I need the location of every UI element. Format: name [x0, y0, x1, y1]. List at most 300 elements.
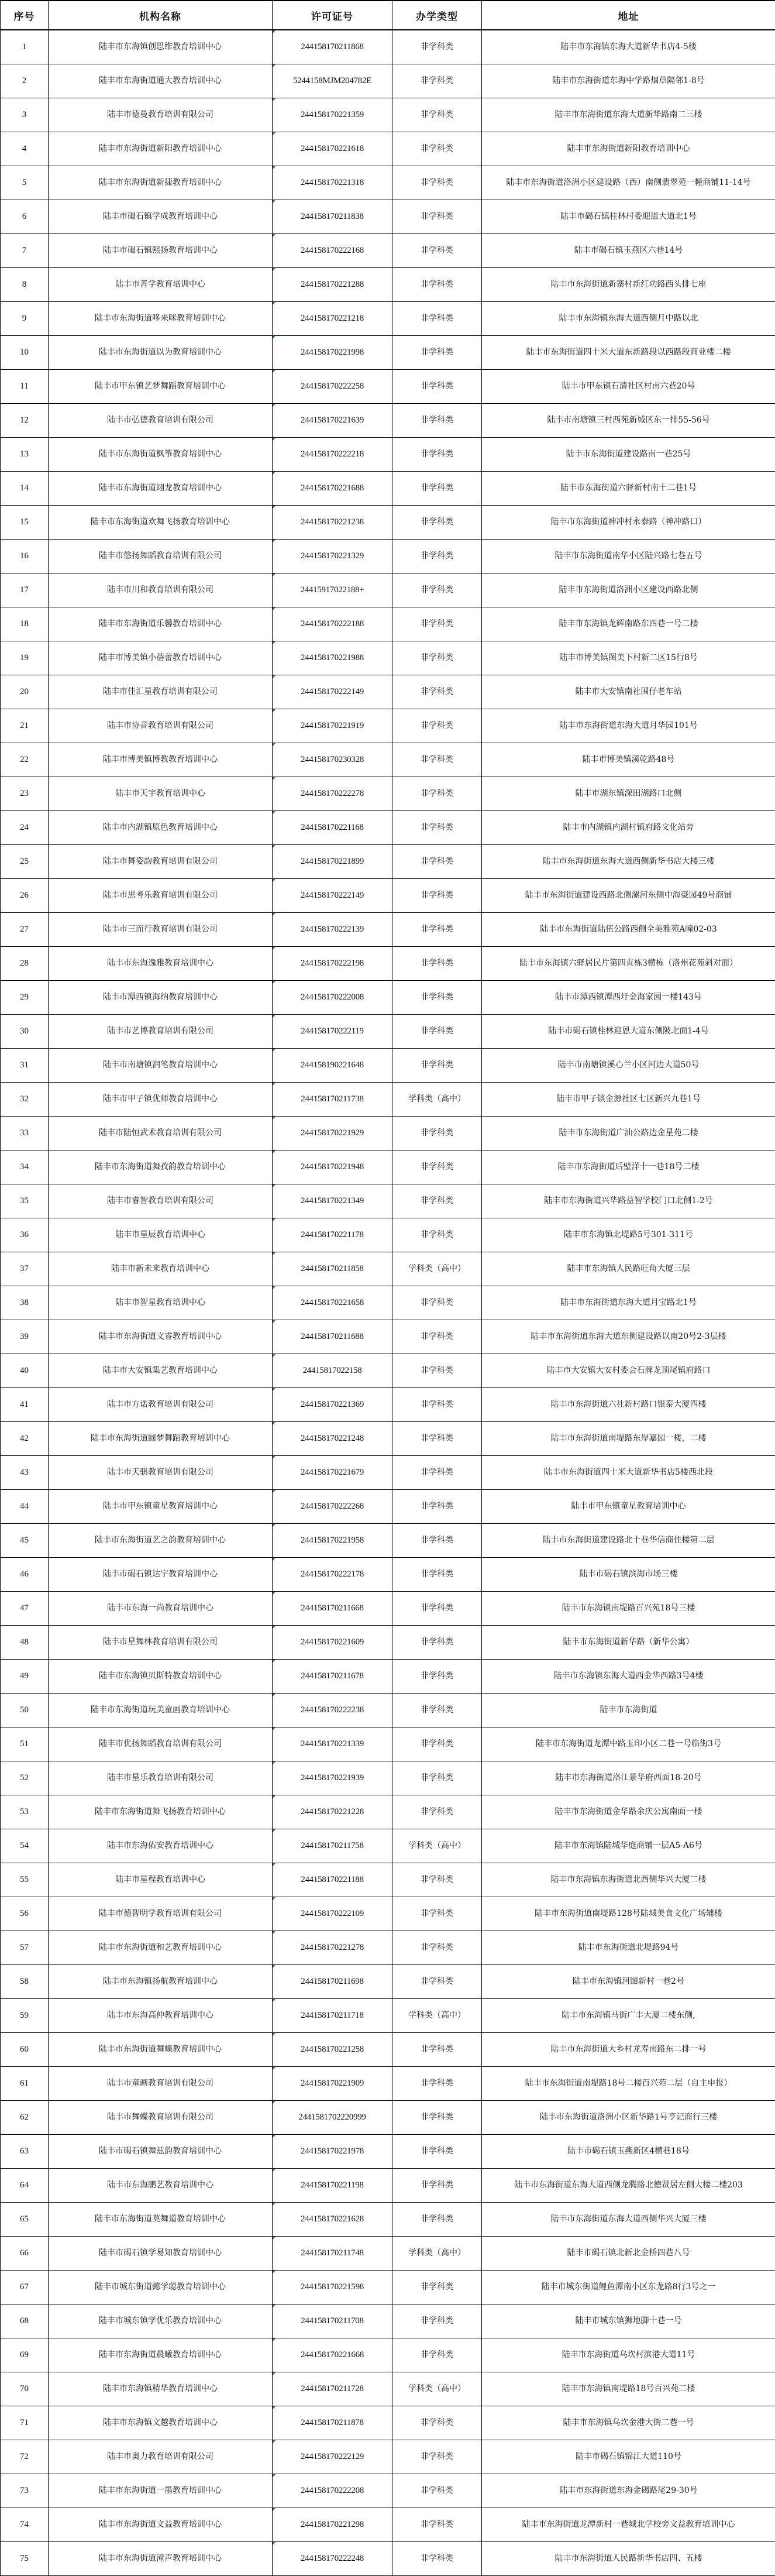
cell-license	[273, 675, 392, 709]
table-row	[1, 1727, 775, 1761]
table-row	[1, 403, 775, 437]
cell-no: 3	[1, 98, 49, 132]
table-row	[1, 2236, 775, 2270]
license-text: 244158170222278	[301, 789, 364, 798]
cell-no: 18	[1, 607, 49, 641]
license-text: 244158170221628	[301, 2214, 364, 2224]
cell-name: 陆丰市碣石镇熙扬教育培训中心	[49, 233, 273, 267]
cell-no: 29	[1, 980, 49, 1014]
table-row	[1, 2202, 775, 2236]
cell-address: 陆丰市东海街道神冲村永泰路（神冲路口）	[482, 505, 775, 539]
cell-address: 陆丰市湖东镇深田湖路口北侧	[482, 777, 775, 810]
cell-address: 陆丰市东海街道六社新村路口银泰大厦四楼	[482, 1387, 775, 1421]
cell-type: 非学科类	[392, 267, 482, 301]
cell-no: 39	[1, 1320, 49, 1354]
cell-license	[273, 1387, 392, 1421]
cell-name: 陆丰市思考乐教育培训有限公司	[49, 878, 273, 912]
cell-address: 陆丰市东海街道乌坎村滨港大道11号	[482, 2338, 775, 2372]
cell-license	[273, 1014, 392, 1048]
license-text: 244158170221228	[301, 1807, 364, 1816]
cell-name: 陆丰市协音教育培训有限公司	[49, 709, 273, 743]
cell-no: 1	[1, 30, 49, 64]
cell-type: 非学科类	[392, 1116, 482, 1150]
cell-no: 10	[1, 335, 49, 369]
cell-license	[273, 1286, 392, 1320]
cell-license	[273, 878, 392, 912]
cell-license	[273, 1591, 392, 1625]
cell-type: 非学科类	[392, 1455, 482, 1489]
cell-name: 陆丰市东海街道晨曦教育培训中心	[49, 2338, 273, 2372]
cell-error-indicator-icon	[273, 2304, 275, 2307]
cell-error-indicator-icon	[273, 370, 275, 373]
cell-type: 非学科类	[392, 573, 482, 607]
cell-name: 陆丰市东海高仲教育培训中心	[49, 1998, 273, 2032]
table-header	[1, 1, 775, 30]
cell-no: 32	[1, 1082, 49, 1116]
cell-error-indicator-icon	[273, 234, 275, 237]
table-row	[1, 2066, 775, 2100]
cell-license	[273, 2474, 392, 2508]
cell-license	[273, 946, 392, 980]
cell-type: 非学科类	[392, 1354, 482, 1387]
cell-type: 非学科类	[392, 2304, 482, 2338]
license-text: 244158170222168	[301, 246, 364, 255]
cell-error-indicator-icon	[273, 30, 275, 33]
cell-name: 陆丰市优扬舞蹈教育培训有限公司	[49, 1727, 273, 1761]
cell-no: 50	[1, 1693, 49, 1727]
table-row	[1, 1557, 775, 1591]
cell-error-indicator-icon	[273, 2067, 275, 2070]
cell-no: 27	[1, 912, 49, 946]
cell-no: 61	[1, 2066, 49, 2100]
cell-no: 69	[1, 2338, 49, 2372]
cell-license	[273, 1659, 392, 1693]
cell-license	[273, 1693, 392, 1727]
table-row	[1, 1931, 775, 1964]
cell-type: 非学科类	[392, 132, 482, 166]
cell-name: 陆丰市东海鹏艺教育培训中心	[49, 2168, 273, 2202]
cell-license	[273, 1727, 392, 1761]
cell-address: 陆丰市碣石镇玉燕区六巷14号	[482, 233, 775, 267]
table-row	[1, 369, 775, 403]
table-row	[1, 980, 775, 1014]
cell-address: 陆丰市东海街道兴华路益智学校门口北侧1-2号	[482, 1184, 775, 1218]
cell-name: 陆丰市川和教育培训有限公司	[49, 573, 273, 607]
cell-no: 22	[1, 743, 49, 777]
table-row	[1, 267, 775, 301]
table-row	[1, 2541, 775, 2575]
cell-error-indicator-icon	[273, 1117, 275, 1119]
license-text: 244158170221248	[301, 1434, 364, 1443]
cell-error-indicator-icon	[273, 2271, 275, 2273]
cell-name: 陆丰市东海街道以为教育培训中心	[49, 335, 273, 369]
cell-address: 陆丰市东海街道金华路余庆公寓南面一楼	[482, 1795, 775, 1829]
cell-license	[273, 132, 392, 166]
cell-no: 37	[1, 1252, 49, 1286]
cell-name: 陆丰市童画教育培训有限公司	[49, 2066, 273, 2100]
cell-name: 陆丰市奥力教育培训有限公司	[49, 2440, 273, 2474]
cell-name: 陆丰市大安镇集艺教育培训中心	[49, 1354, 273, 1387]
license-text: 244158170222218	[301, 449, 364, 459]
cell-type: 非学科类	[392, 1625, 482, 1659]
cell-type: 非学科类	[392, 2168, 482, 2202]
table-row	[1, 30, 775, 64]
license-text: 244158170222248	[301, 2554, 364, 2563]
cell-error-indicator-icon	[273, 1015, 275, 1018]
cell-name: 陆丰市艺博教育培训有限公司	[49, 1014, 273, 1048]
cell-address: 陆丰市东海街道人民路新华书店四、五楼	[482, 2541, 775, 2575]
cell-error-indicator-icon	[273, 1965, 275, 1968]
cell-name: 陆丰市东海街道一墨教育培训中心	[49, 2474, 273, 2508]
cell-type: 非学科类	[392, 2202, 482, 2236]
table-row	[1, 1964, 775, 1998]
table-row	[1, 1184, 775, 1218]
cell-type: 非学科类	[392, 709, 482, 743]
license-text: 244158170222198	[301, 959, 364, 968]
cell-name: 陆丰市甲东镇童星教育培训中心	[49, 1489, 273, 1523]
cell-license	[273, 2100, 392, 2134]
cell-no: 57	[1, 1931, 49, 1964]
header-row	[1, 1, 775, 30]
cell-name: 陆丰市东海街道圆梦舞蹈教育培训中心	[49, 1421, 273, 1455]
license-text: 244158170221349	[301, 1196, 364, 1205]
table-row	[1, 2406, 775, 2440]
cell-license	[273, 980, 392, 1014]
cell-license	[273, 2372, 392, 2406]
license-text: 244158170221258	[301, 2045, 364, 2054]
cell-name: 陆丰市东海一尚教育培训中心	[49, 1591, 273, 1625]
cell-type: 非学科类	[392, 2508, 482, 2541]
license-text: 244158170211738	[301, 1094, 363, 1104]
table-row	[1, 2440, 775, 2474]
license-text: 244158170221919	[301, 721, 364, 730]
cell-no: 15	[1, 505, 49, 539]
cell-no: 45	[1, 1523, 49, 1557]
cell-address: 陆丰市甲东镇石清社区村南六巷20号	[482, 369, 775, 403]
cell-error-indicator-icon	[273, 845, 275, 848]
header-no: 序号	[1, 1, 49, 30]
cell-address: 陆丰市东海镇乌坎金港大街二巷一号	[482, 2406, 775, 2440]
cell-no: 60	[1, 2032, 49, 2066]
license-text: 244158170221688	[301, 483, 364, 493]
cell-type: 非学科类	[392, 1897, 482, 1931]
cell-address: 陆丰市东海街道龙潭中路玉印小区二巷一号临街3号	[482, 1727, 775, 1761]
cell-type: 非学科类	[392, 1964, 482, 1998]
license-text: 244158170221609	[301, 1637, 364, 1647]
cell-license	[273, 2236, 392, 2270]
cell-license	[273, 2406, 392, 2440]
cell-error-indicator-icon	[273, 1626, 275, 1629]
cell-license	[273, 2270, 392, 2304]
cell-type: 非学科类	[392, 1184, 482, 1218]
license-text: 244158170221639	[301, 415, 364, 425]
cell-type: 非学科类	[392, 2541, 482, 2575]
cell-license	[273, 1218, 392, 1252]
table-row	[1, 539, 775, 573]
cell-no: 36	[1, 1218, 49, 1252]
cell-type: 非学科类	[392, 2032, 482, 2066]
license-text: 244158170211698	[301, 1977, 363, 1986]
cell-no: 51	[1, 1727, 49, 1761]
cell-address: 陆丰市东海镇南堤路百兴苑18号三楼	[482, 1591, 775, 1625]
cell-no: 11	[1, 369, 49, 403]
cell-license	[273, 1523, 392, 1557]
cell-license	[273, 1150, 392, 1184]
table-row	[1, 2100, 775, 2134]
cell-type: 学科类（高中）	[392, 1998, 482, 2032]
cell-no: 42	[1, 1421, 49, 1455]
cell-name: 陆丰市东海镇文越教育培训中心	[49, 2406, 273, 2440]
cell-error-indicator-icon	[273, 2338, 275, 2341]
cell-type: 非学科类	[392, 912, 482, 946]
cell-license	[273, 1625, 392, 1659]
cell-license	[273, 2066, 392, 2100]
cell-license	[273, 1829, 392, 1863]
cell-address: 陆丰市东海街道四十米大道东新路段以西路段商业楼二楼	[482, 335, 775, 369]
cell-license	[273, 607, 392, 641]
cell-address: 陆丰市东海街道洛江景华府西面18-20号	[482, 1761, 775, 1795]
table-row	[1, 912, 775, 946]
cell-name: 陆丰市东海街道哆来咪教育培训中心	[49, 301, 273, 335]
cell-error-indicator-icon	[273, 1761, 275, 1764]
cell-name: 陆丰市东海逸雅教育培训中心	[49, 946, 273, 980]
cell-type: 学科类（高中）	[392, 1829, 482, 1863]
cell-error-indicator-icon	[273, 2203, 275, 2206]
cell-name: 陆丰市东海镇精华教育培训中心	[49, 2372, 273, 2406]
cell-type: 非学科类	[392, 1659, 482, 1693]
license-text: 244158170221948	[301, 1162, 364, 1172]
cell-error-indicator-icon	[273, 336, 275, 339]
cell-name: 陆丰市方诺教育培训有限公司	[49, 1387, 273, 1421]
cell-address: 陆丰市甲东镇童星教育培训中心	[482, 1489, 775, 1523]
cell-name: 陆丰市甲东镇艺梦舞蹈教育培训中心	[49, 369, 273, 403]
cell-no: 71	[1, 2406, 49, 2440]
cell-address: 陆丰市东海镇六驿居民片第四直栋3横栋（洛州花苑斜对面）	[482, 946, 775, 980]
cell-error-indicator-icon	[273, 1524, 275, 1527]
cell-address: 陆丰市东海镇东海大道西金华西路3号4楼	[482, 1659, 775, 1693]
cell-type: 非学科类	[392, 437, 482, 471]
cell-license	[273, 641, 392, 675]
cell-name: 陆丰市东海街道莫舞道教育培训中心	[49, 2202, 273, 2236]
cell-license	[273, 1489, 392, 1523]
cell-type: 非学科类	[392, 2100, 482, 2134]
cell-error-indicator-icon	[273, 947, 275, 950]
cell-type: 非学科类	[392, 166, 482, 200]
cell-type: 非学科类	[392, 810, 482, 844]
cell-error-indicator-icon	[273, 200, 275, 203]
cell-address: 陆丰市南塘镇三村西苑新城区东一排55-56号	[482, 403, 775, 437]
table-row	[1, 166, 775, 200]
cell-name: 陆丰市东海街道舞蝶教育培训中心	[49, 2032, 273, 2066]
cell-type: 非学科类	[392, 2474, 482, 2508]
table-row	[1, 810, 775, 844]
cell-no: 26	[1, 878, 49, 912]
cell-error-indicator-icon	[273, 2169, 275, 2172]
cell-no: 24	[1, 810, 49, 844]
license-text: 244158170222188	[301, 619, 364, 628]
table-row	[1, 2270, 775, 2304]
cell-error-indicator-icon	[273, 2372, 275, 2375]
cell-error-indicator-icon	[273, 607, 275, 610]
cell-address: 陆丰市碣石镇玉燕新区4横巷18号	[482, 2134, 775, 2168]
cell-name: 陆丰市德智明学教育培训有限公司	[49, 1897, 273, 1931]
cell-type: 非学科类	[392, 30, 482, 64]
cell-no: 56	[1, 1897, 49, 1931]
cell-error-indicator-icon	[273, 2033, 275, 2036]
cell-type: 非学科类	[392, 2406, 482, 2440]
cell-type: 非学科类	[392, 2066, 482, 2100]
cell-license	[273, 1964, 392, 1998]
cell-no: 64	[1, 2168, 49, 2202]
cell-type: 非学科类	[392, 505, 482, 539]
table-row	[1, 1455, 775, 1489]
cell-type: 非学科类	[392, 1286, 482, 1320]
cell-name: 陆丰市舞蝶教育培训有限公司	[49, 2100, 273, 2134]
license-text: 244158170221939	[301, 1773, 364, 1782]
cell-error-indicator-icon	[273, 675, 275, 678]
table-row	[1, 777, 775, 810]
license-text: 244158170211718	[301, 2011, 363, 2020]
cell-error-indicator-icon	[273, 1286, 275, 1289]
table-row	[1, 1421, 775, 1455]
license-text: 244158170230328	[301, 755, 364, 764]
cell-license	[273, 471, 392, 505]
cell-license	[273, 2304, 392, 2338]
cell-address: 陆丰市东海镇东海大道西侧月中路以北	[482, 301, 775, 335]
cell-name: 陆丰市三而行教育培训有限公司	[49, 912, 273, 946]
cell-address: 陆丰市城东街道鲤鱼潭南小区东龙路8行3号之一	[482, 2270, 775, 2304]
cell-license	[273, 844, 392, 878]
cell-address: 陆丰市东海街道后壁洋十一巷18号二楼	[482, 1150, 775, 1184]
license-text: 244158170221618	[301, 144, 364, 153]
cell-license	[273, 1082, 392, 1116]
cell-name: 陆丰市甲子镇优师教育培训中心	[49, 1082, 273, 1116]
cell-error-indicator-icon	[273, 1863, 275, 1866]
license-text: 244158170221899	[301, 857, 364, 866]
cell-address: 陆丰市东海街道东海大道月宝路北1号	[482, 1286, 775, 1320]
cell-no: 2	[1, 64, 49, 98]
header-license: 许可证号	[273, 1, 392, 30]
license-text: 244158170221359	[301, 110, 364, 119]
cell-address: 陆丰市东海街道大乡村龙寿南路东二排一号	[482, 2032, 775, 2066]
header-address: 地址	[482, 1, 775, 30]
cell-license	[273, 2541, 392, 2575]
cell-no: 33	[1, 1116, 49, 1150]
cell-address: 陆丰市东海街道新寨村新红功路西头排七座	[482, 267, 775, 301]
cell-type: 非学科类	[392, 301, 482, 335]
cell-license	[273, 709, 392, 743]
license-text: 244158170222258	[301, 382, 364, 391]
cell-error-indicator-icon	[273, 1829, 275, 1832]
cell-address: 陆丰市碣石镇滨海市场三楼	[482, 1557, 775, 1591]
cell-error-indicator-icon	[273, 2474, 275, 2477]
license-text: 244158170211678	[301, 1671, 363, 1681]
cell-no: 21	[1, 709, 49, 743]
table-row	[1, 233, 775, 267]
cell-type: 非学科类	[392, 2440, 482, 2474]
license-text: 244158170221198	[301, 2180, 363, 2190]
cell-name: 陆丰市东海镇贝斯特教育培训中心	[49, 1659, 273, 1693]
license-text: 244158170221978	[301, 2146, 364, 2156]
cell-name: 陆丰市东海街道枫筝教育培训中心	[49, 437, 273, 471]
cell-name: 陆丰市东海街道舞孜韵教育培训中心	[49, 1150, 273, 1184]
table-row	[1, 132, 775, 166]
license-text: 244158170211748	[301, 2248, 363, 2258]
cell-no: 38	[1, 1286, 49, 1320]
cell-error-indicator-icon	[273, 1999, 275, 2002]
cell-no: 19	[1, 641, 49, 675]
table-row	[1, 471, 775, 505]
license-text: 244158170221909	[301, 2079, 364, 2088]
cell-name: 陆丰市碣石镇学成教育培训中心	[49, 200, 273, 233]
cell-license	[273, 505, 392, 539]
license-text: 244158170222129	[301, 2452, 364, 2461]
table-row	[1, 1998, 775, 2032]
license-text: 244158170221329	[301, 551, 364, 561]
table-row	[1, 1252, 775, 1286]
license-text: 244158170211668	[301, 1603, 363, 1613]
cell-error-indicator-icon	[273, 438, 275, 441]
license-text: 244158170221178	[301, 1230, 363, 1239]
cell-no: 8	[1, 267, 49, 301]
cell-no: 35	[1, 1184, 49, 1218]
cell-error-indicator-icon	[273, 777, 275, 780]
cell-type: 学科类（高中）	[392, 1252, 482, 1286]
license-text: 244158170221218	[301, 314, 364, 323]
cell-error-indicator-icon	[273, 302, 275, 305]
cell-error-indicator-icon	[273, 1083, 275, 1086]
cell-name: 陆丰市东海镇扬航教育培训中心	[49, 1964, 273, 1998]
cell-name: 陆丰市德曼教育培训有限公司	[49, 98, 273, 132]
cell-error-indicator-icon	[273, 268, 275, 271]
cell-type: 非学科类	[392, 1523, 482, 1557]
cell-no: 70	[1, 2372, 49, 2406]
cell-no: 34	[1, 1150, 49, 1184]
cell-error-indicator-icon	[273, 1422, 275, 1425]
license-text: 244158170211878	[301, 2418, 363, 2427]
table-row	[1, 709, 775, 743]
cell-license	[273, 810, 392, 844]
table-row	[1, 743, 775, 777]
cell-type: 非学科类	[392, 1421, 482, 1455]
cell-license	[273, 2134, 392, 2168]
license-text: 5244158MJM204782E	[293, 76, 371, 85]
cell-address: 陆丰市东海镇马街广丰大厦二楼东侧,	[482, 1998, 775, 2032]
cell-error-indicator-icon	[273, 1490, 275, 1493]
cell-license	[273, 437, 392, 471]
cell-license	[273, 1998, 392, 2032]
table-row	[1, 1761, 775, 1795]
cell-error-indicator-icon	[273, 1388, 275, 1391]
cell-address: 陆丰市东海街道洛洲小区新华路1号亨记商行三楼	[482, 2100, 775, 2134]
cell-name: 陆丰市城东镇学优乐教育培训中心	[49, 2304, 273, 2338]
cell-no: 59	[1, 1998, 49, 2032]
cell-type: 非学科类	[392, 1320, 482, 1354]
cell-license	[273, 1116, 392, 1150]
cell-type: 非学科类	[392, 1557, 482, 1591]
cell-address: 陆丰市东海镇南堤路18号百兴苑二楼	[482, 2372, 775, 2406]
table-row	[1, 335, 775, 369]
cell-address: 陆丰市东海街道建设路南一巷25号	[482, 437, 775, 471]
license-text: 24415917022188+	[301, 585, 364, 595]
cell-name: 陆丰市天骐教育培训有限公司	[49, 1455, 273, 1489]
cell-no: 6	[1, 200, 49, 233]
cell-address: 陆丰市东海镇人民路旺角大厦三层	[482, 1252, 775, 1286]
cell-name: 陆丰市东海街道新捷教育培训中心	[49, 166, 273, 200]
cell-type: 非学科类	[392, 1727, 482, 1761]
cell-no: 68	[1, 2304, 49, 2338]
cell-address: 陆丰市东海街道南堤路18号二楼百兴苑二层（自主申报）	[482, 2066, 775, 2100]
